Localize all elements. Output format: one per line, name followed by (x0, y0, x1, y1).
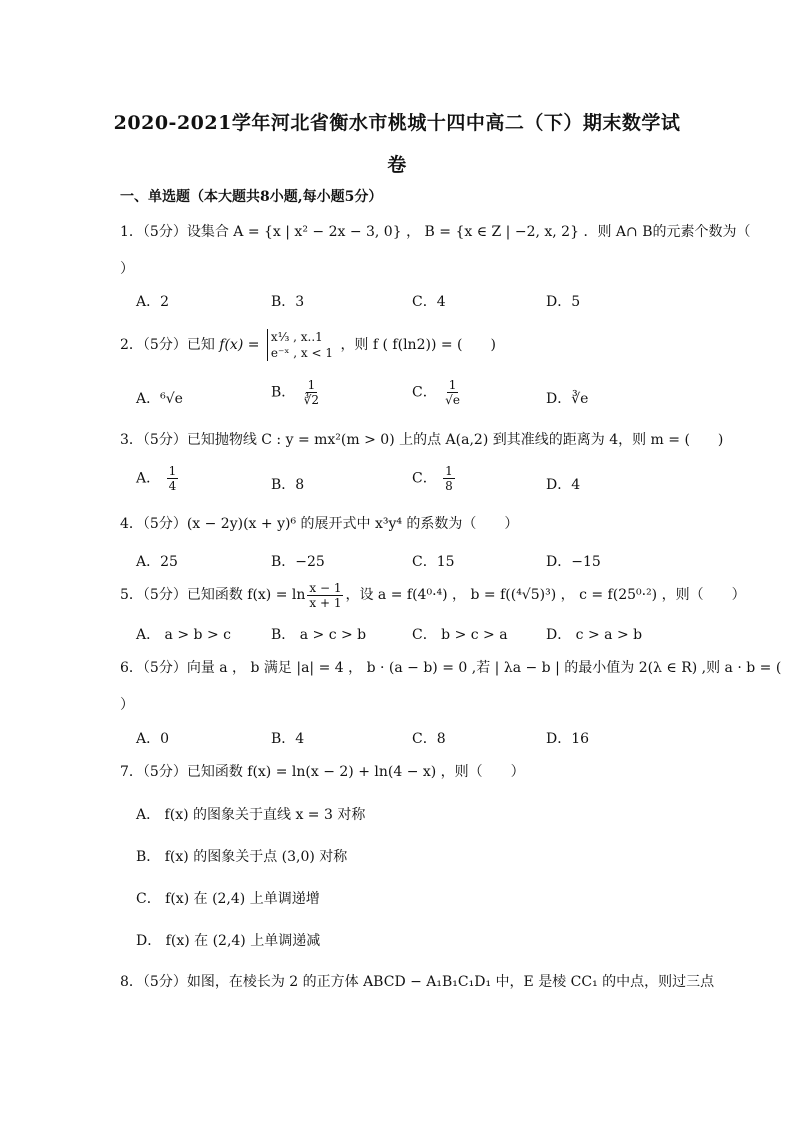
question-5-prefix: 5．（5分）已知函数 f(x) = ln (120, 587, 306, 603)
question-4-option-b: B．−25 (271, 554, 325, 570)
question-6-option-a: A．0 (136, 731, 170, 747)
question-5-option-c: C． b > c > a (412, 627, 508, 643)
paper-title-line2: 卷 (387, 154, 407, 176)
question-2-option-a: A．⁶√e (136, 391, 183, 407)
question-5-option-a: A． a > b > c (136, 627, 231, 643)
question-1-option-b: B．3 (271, 294, 305, 310)
question-2-text (120, 326, 680, 364)
question-7-option-d: D． f(x) 在 (2,4) 上单调递减 (136, 933, 321, 949)
fraction-denominator: 4 (168, 479, 177, 493)
paper-title-line1: 2020-2021学年河北省衡水市桃城十四中高二（下）期末数学试 (113, 112, 681, 134)
question-2-option-d: D．∛e (546, 391, 589, 407)
question-2-option-b (271, 378, 323, 407)
question-6-option-d: D．16 (546, 731, 590, 747)
question-5-option-b: B． a > c > b (271, 627, 367, 643)
question-3-option-c (412, 464, 457, 493)
question-1-continuation: ） (120, 261, 134, 277)
question-3-option-b: B．8 (271, 477, 305, 493)
question-7-option-c: C． f(x) 在 (2,4) 上单调递增 (136, 891, 320, 907)
fraction-denominator: √e (445, 393, 460, 407)
question-1-option-a: A．2 (136, 294, 170, 310)
fraction-numerator: 1 (307, 378, 316, 392)
question-2-option-b-label: B． (271, 384, 296, 401)
question-1-text: 1．（5分）设集合 A = {x | x² − 2x − 3, 0} ， B = {x ∈ Z | −2, x, 2} ．则 A∩ B的元素个数为（ (120, 224, 751, 240)
question-3-text: 3．（5分）已知抛物线 C : y = mx²(m > 0) 上的点 A(a,2) 到其准线的距离为 4，则 m = ( ) (120, 432, 724, 448)
question-7-text: 7．（5分）已知函数 f(x) = ln(x − 2) + ln(4 − x) ，则（ ） (120, 764, 525, 780)
question-2-suffix: ，则 f ( f(ln2)) = ( ) (340, 337, 496, 353)
question-1-option-c: C．4 (412, 294, 446, 310)
question-6-text: 6．（5分）向量 a ， b 满足 |a| = 4 ， b · (a − b) = 0 ,若 | λa − b | 的最小值为 2(λ ∈ R) ,则 a · b = ( (120, 660, 782, 676)
question-2-piece-1: x⅓ , x..1 (270, 330, 323, 344)
question-2-option-c-label: C． (412, 384, 437, 401)
question-2-option-c (412, 378, 464, 407)
question-1-option-d: D．5 (546, 294, 581, 310)
question-4-option-c: C．15 (412, 554, 455, 570)
question-3-option-c-fraction (443, 464, 455, 493)
question-4-option-a: A．25 (136, 554, 178, 570)
question-3-option-a-fraction (167, 464, 179, 493)
question-5-suffix: ，设 a = f(4⁰·⁴) ， b = f((⁴√5)³) ， c = f(25⁰·²) ，则（ ） (345, 587, 746, 603)
question-6-option-b: B．4 (271, 731, 305, 747)
question-4-option-d: D．−15 (546, 554, 601, 570)
question-3-option-a (136, 464, 180, 493)
question-2-piece-2: e⁻ˣ , x < 1 (270, 346, 333, 360)
question-6-option-c: C．8 (412, 731, 446, 747)
question-2-piecewise (267, 329, 333, 361)
question-2-prefix: 2．（5分）已知 (120, 337, 215, 353)
fraction-denominator: x + 1 (309, 595, 342, 610)
fraction-denominator: 8 (445, 479, 453, 493)
fraction-numerator: 1 (445, 464, 453, 478)
section-heading-single-choice: 一、单选题（本大题共8小题,每小题5分） (120, 189, 383, 205)
question-7-option-a: A． f(x) 的图象关于直线 x = 3 对称 (136, 807, 366, 823)
question-8-text: 8．（5分）如图，在棱长为 2 的正方体 ABCD − A₁B₁C₁D₁ 中，E 是棱 CC₁ 的中点，则过三点 (120, 974, 715, 990)
fraction-denominator: ∛2 (303, 393, 320, 407)
question-6-continuation: ） (120, 697, 134, 713)
question-3-option-a-label: A． (136, 470, 161, 487)
question-2-function: f(x) = (219, 337, 260, 353)
question-2-option-c-fraction (443, 378, 462, 407)
question-3-option-d: D．4 (546, 477, 581, 493)
fraction-numerator: x − 1 (309, 580, 342, 595)
fraction-numerator: 1 (168, 464, 177, 478)
question-5-option-d: D． c > a > b (546, 627, 643, 643)
fraction-numerator: 1 (448, 378, 457, 392)
question-2-option-b-fraction (302, 378, 321, 407)
question-5-text (120, 580, 746, 610)
question-3-option-c-label: C． (412, 470, 437, 487)
question-5-fraction (307, 581, 343, 610)
question-7-option-b: B． f(x) 的图象关于点 (3,0) 对称 (136, 849, 348, 865)
question-4-text: 4．（5分）(x − 2y)(x + y)⁶ 的展开式中 x³y⁴ 的系数为（ ） (120, 516, 519, 532)
